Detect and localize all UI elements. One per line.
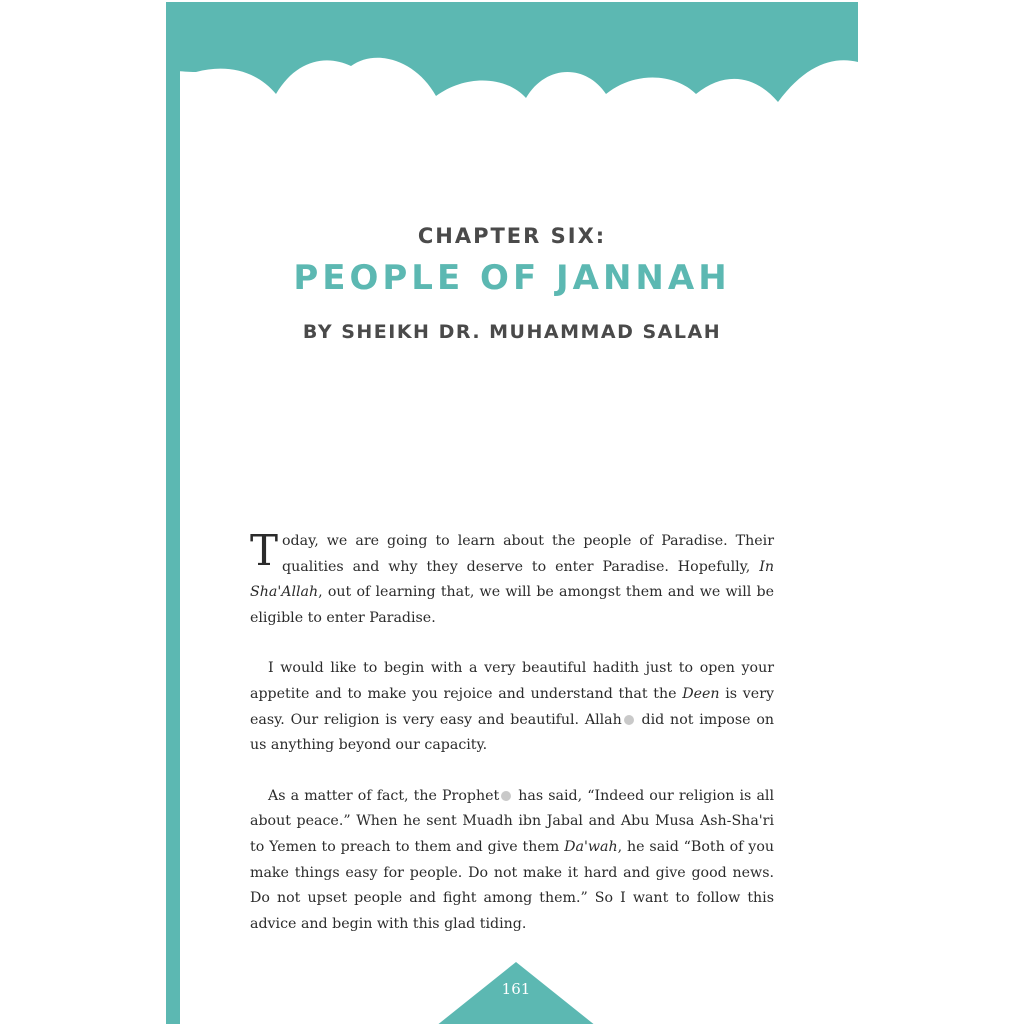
paragraph-3-italic: Da'wah	[564, 838, 618, 855]
paragraph-3-text-a: As a matter of fact, the Prophet	[268, 787, 500, 804]
cloud-shape	[166, 2, 858, 102]
honorific-symbol-icon	[624, 715, 634, 725]
body-text	[250, 526, 775, 962]
chapter-label: CHAPTER SIX:	[417, 224, 607, 248]
honorific-symbol-icon	[501, 791, 511, 801]
drop-cap: T	[250, 526, 279, 575]
paragraph-2-italic: Deen	[682, 685, 720, 702]
paragraph-2	[250, 656, 774, 758]
paragraph-2-text-a: I would like to begin with a very beautiful hadith just to open your appetite and to make you rejoice and understand that the	[250, 660, 774, 702]
paragraph-3-text-b: has said, “Indeed our religion is all about peace.” When he sent Muadh ibn Jabal and Abu Musa Ash-Sha'ri to Yemen to preach to them and give them	[250, 787, 774, 855]
paragraph-2-text-c: is very easy. Our religion is very easy and beautiful. Allah	[250, 685, 775, 728]
paragraph-3	[250, 784, 774, 938]
paragraph-1-text-c: , out of learning that, we will be amongst them and we will be eligible to enter Paradise.	[250, 584, 774, 626]
chapter-title: PEOPLE OF JANNAH	[293, 258, 731, 298]
left-accent-border	[166, 2, 180, 1024]
cloud-header-banner	[166, 2, 858, 122]
page-number: 161	[501, 980, 531, 998]
chapter-author: BY SHEIKH DR. MUHAMMAD SALAH	[302, 321, 722, 343]
paragraph-1-italic: In Sha'Allah	[250, 558, 774, 601]
book-page	[166, 2, 858, 1024]
paragraph-1-text-a: oday, we are going to learn about the people of Paradise. Their qualities and why they deserve to enter Paradise. Hopefully,	[282, 533, 774, 575]
paragraph-3-text-d: , he said “Both of you make things easy for people. Do not make it hard and give good news. Do not upset people and fight among them.” So I want to follow this advice and begin with this glad tiding.	[250, 838, 774, 932]
paragraph-1	[250, 526, 774, 631]
paragraph-2-text-d: did not impose on us anything beyond our capacity.	[250, 711, 774, 754]
